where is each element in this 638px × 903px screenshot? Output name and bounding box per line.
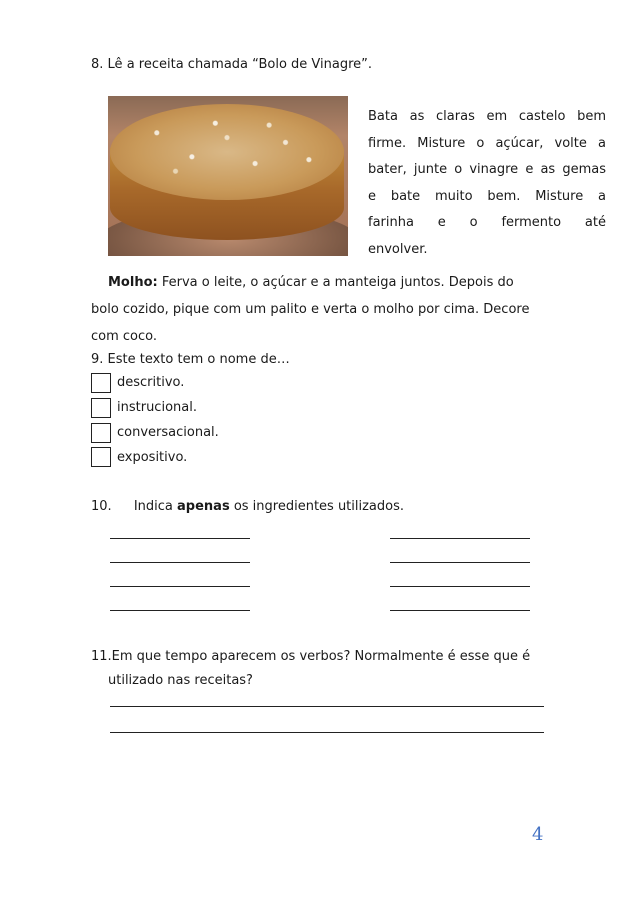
option-label: descritivo. xyxy=(117,375,185,390)
answer-blank[interactable] xyxy=(110,610,250,611)
cake-top xyxy=(110,104,344,200)
question-10-text-after: os ingredientes utilizados. xyxy=(229,499,405,514)
question-8-heading xyxy=(91,57,372,72)
option-label: expositivo. xyxy=(117,450,188,465)
page-number: 4 xyxy=(532,824,544,845)
question-8-number: 8. xyxy=(91,57,104,72)
sauce-text-1: Ferva o leite, o açúcar e a manteiga juntos. Depois do xyxy=(157,275,514,290)
recipe-line: envolver. xyxy=(368,241,428,257)
sauce-label: Molho: xyxy=(108,275,158,290)
answer-line[interactable] xyxy=(110,706,544,707)
option-label: instrucional. xyxy=(117,400,197,415)
question-9-prompt: 9. Este texto tem o nome de… xyxy=(91,352,290,367)
option-checkbox-instrucional[interactable] xyxy=(91,398,111,418)
question-10-text: Indica xyxy=(133,499,178,514)
question-11-prompt xyxy=(91,645,530,693)
answer-blank[interactable] xyxy=(390,562,530,563)
option-checkbox-descritivo[interactable] xyxy=(91,373,111,393)
option-label: conversacional. xyxy=(117,425,219,440)
question-11-line-1: 11.Em que tempo aparecem os verbos? Normalmente é esse que é xyxy=(91,649,531,664)
answer-line[interactable] xyxy=(110,732,544,733)
answer-blank[interactable] xyxy=(390,610,530,611)
recipe-line: farinha e o fermento até xyxy=(368,215,606,230)
question-10-bold: apenas xyxy=(177,499,230,514)
recipe-line: e bate muito bem. Misture a xyxy=(368,188,606,204)
answer-blank[interactable] xyxy=(390,538,530,539)
option-checkbox-conversacional[interactable] xyxy=(91,423,111,443)
question-10-number: 10. xyxy=(91,499,112,514)
answer-blank[interactable] xyxy=(110,586,250,587)
sauce-text-2: bolo cozido, pique com um palito e verta o molho por cima. Decore xyxy=(91,302,530,317)
sauce-text-3: com coco. xyxy=(91,329,158,344)
sauce-paragraph xyxy=(91,269,551,350)
question-11-line-2: utilizado nas receitas? xyxy=(108,673,253,688)
recipe-instructions xyxy=(368,104,606,263)
answer-blank[interactable] xyxy=(390,586,530,587)
cake-photo xyxy=(108,96,348,256)
answer-blank[interactable] xyxy=(110,562,250,563)
recipe-line: Bata as claras em castelo bem xyxy=(368,109,606,124)
option-checkbox-expositivo[interactable] xyxy=(91,447,111,467)
question-10-prompt xyxy=(91,499,404,514)
recipe-line: bater, junte o vinagre e as gemas xyxy=(368,162,606,177)
recipe-line: firme. Misture o açúcar, volte a xyxy=(368,135,606,151)
question-8-title: Lê a receita chamada “Bolo de Vinagre”. xyxy=(107,57,373,72)
answer-blank[interactable] xyxy=(110,538,250,539)
